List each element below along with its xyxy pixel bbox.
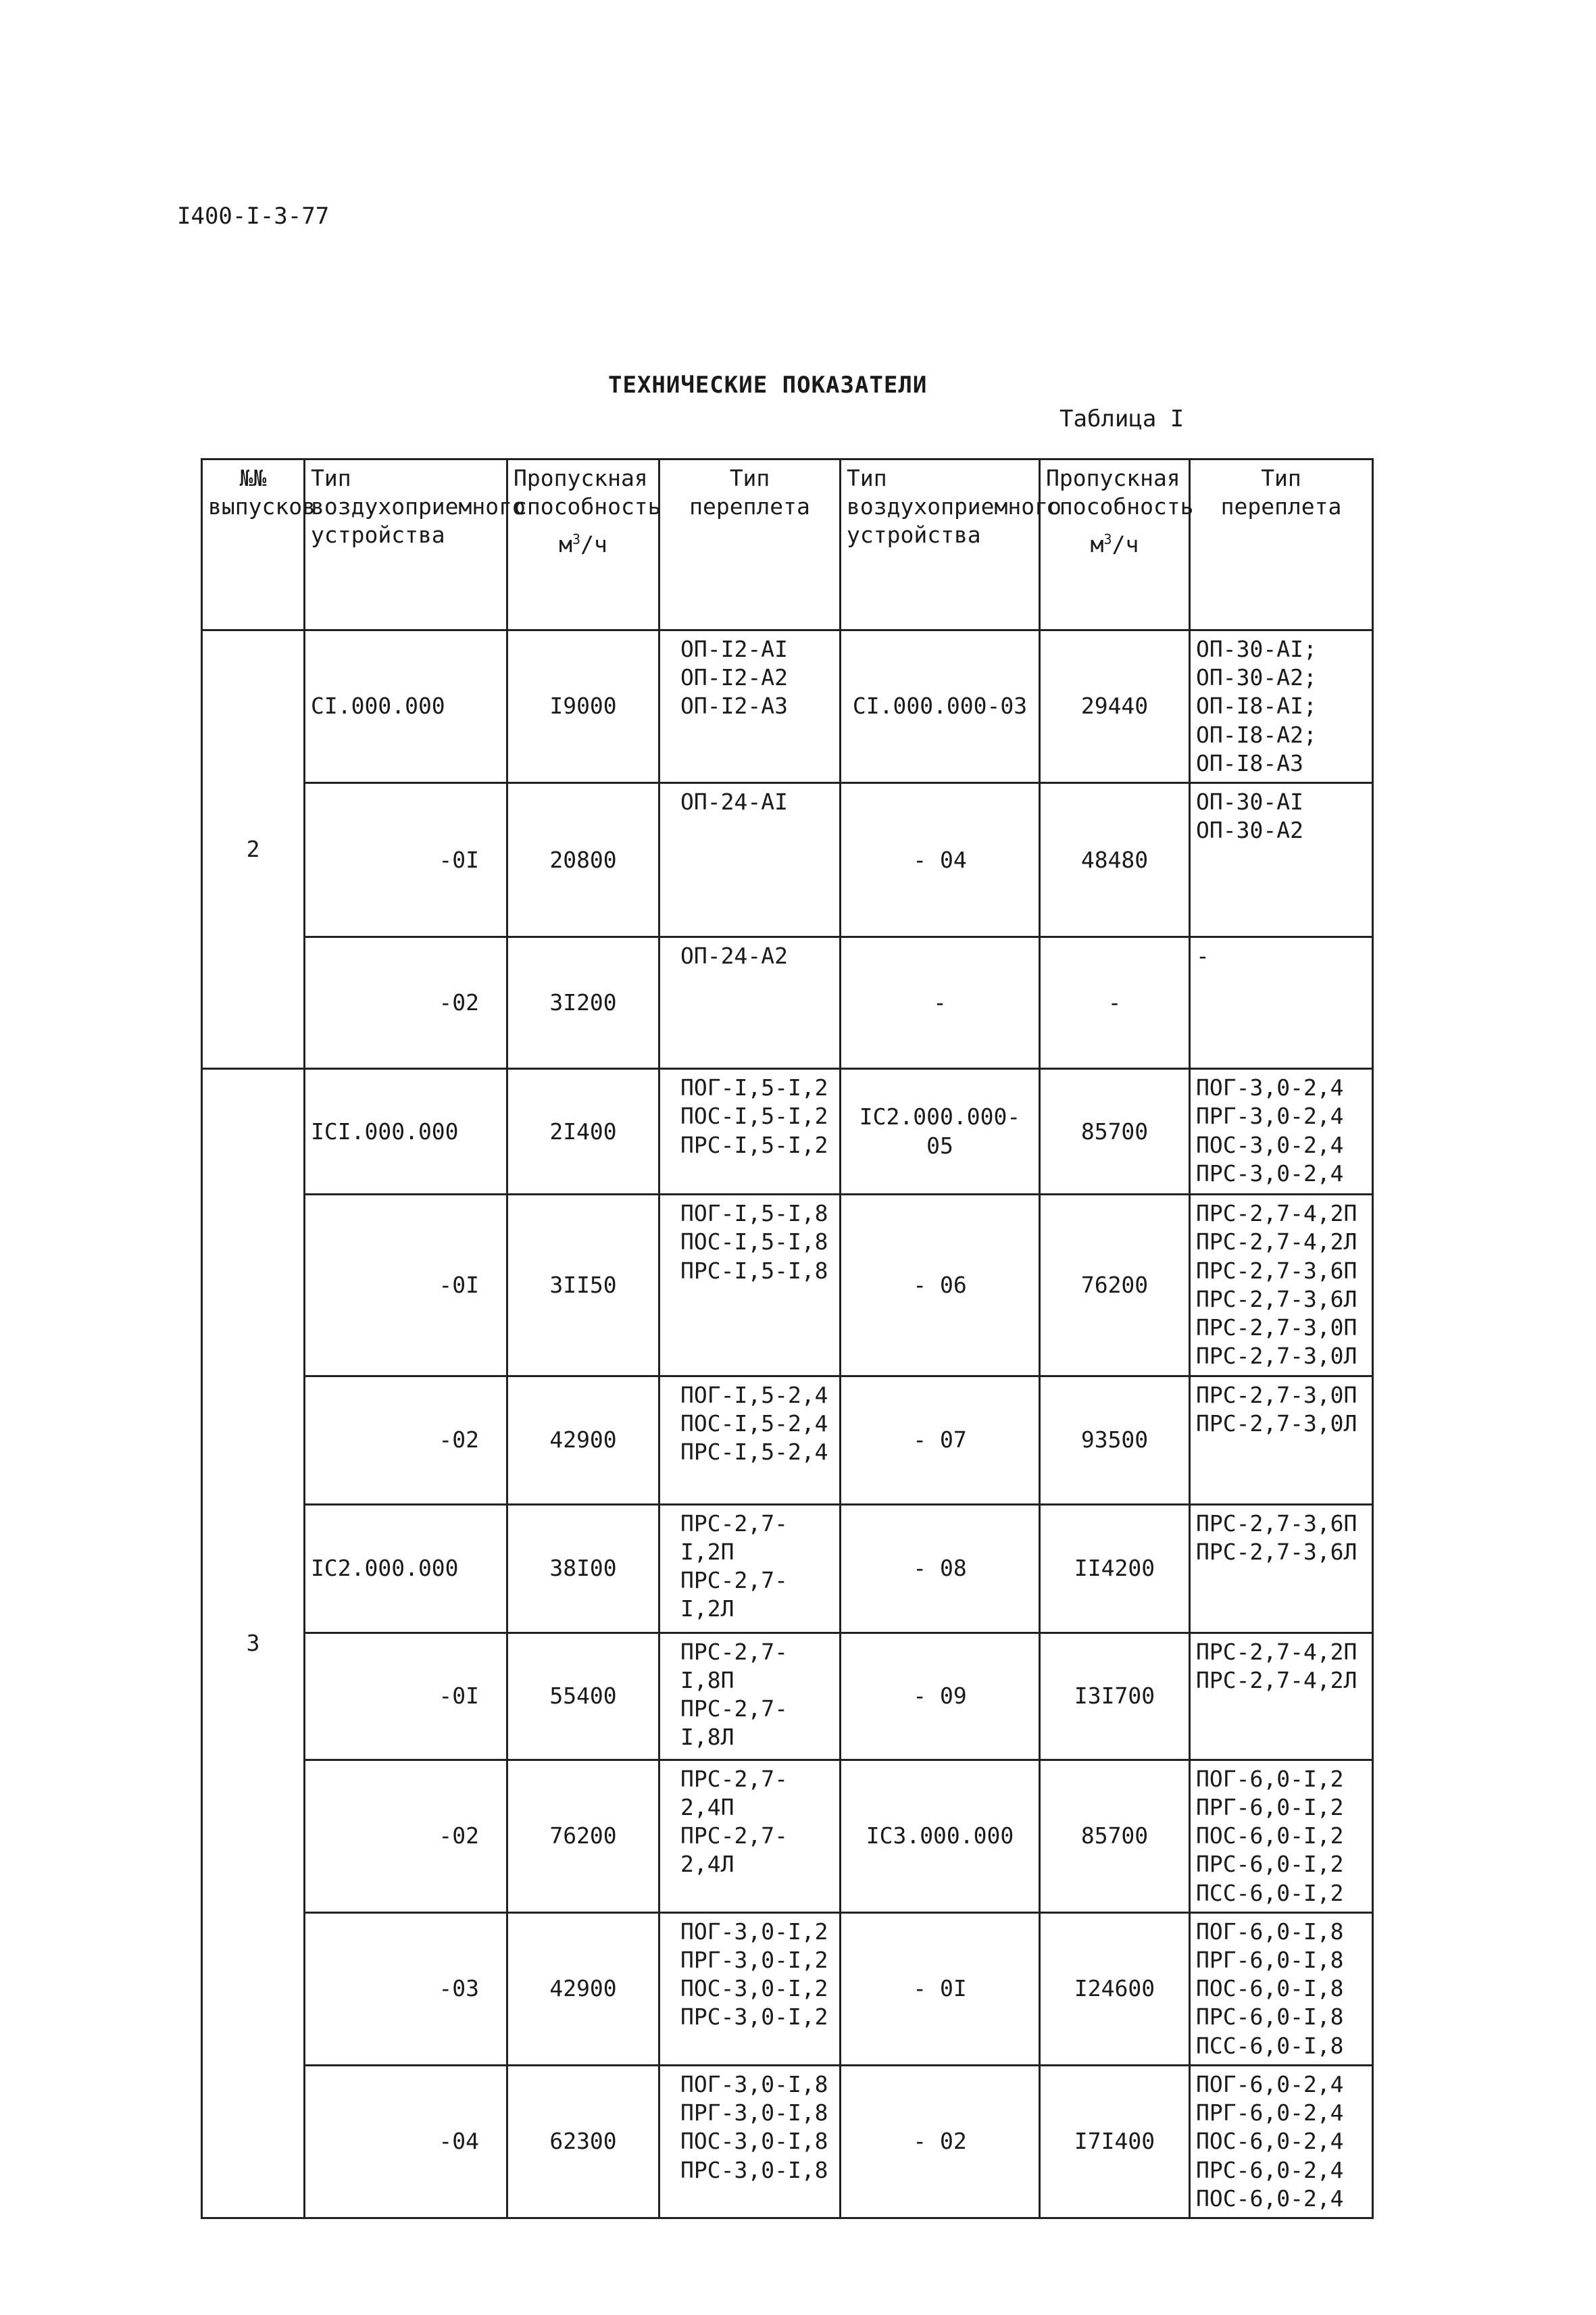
binding-type-2: [1190, 2065, 1373, 2218]
header-device-type-1: Тип воздухоприемного устройства: [305, 459, 507, 630]
binding-type-line: ПРГ-6,0-I,8: [1196, 1946, 1344, 1973]
binding-type-line: ПРС-2,7-3,0Л: [1196, 1343, 1357, 1370]
device-type-1: CI.000.000: [305, 630, 507, 783]
capacity-2: I3I700: [1040, 1633, 1190, 1760]
binding-type-line: ПСС-6,0-I,8: [1196, 2032, 1344, 2059]
binding-type-line: ПРС-2,7-3,0Л: [1196, 1410, 1357, 1437]
header-release-number: №№ выпусков: [202, 459, 305, 630]
table-row: [202, 1760, 1373, 1912]
capacity-2: 93500: [1040, 1376, 1190, 1504]
binding-type-line: ОП-30-AI: [1196, 789, 1303, 816]
binding-type-line: ПОГ-3,0-I,2: [680, 1918, 828, 1945]
binding-type-line: ПРС-2,7-3,6Л: [1196, 1538, 1357, 1565]
device-type-1: IСI.000.000: [305, 1069, 507, 1195]
table-row: [202, 1376, 1373, 1504]
device-type-2: - 08: [841, 1504, 1040, 1633]
capacity-2: II4200: [1040, 1504, 1190, 1633]
capacity-2: 48480: [1040, 783, 1190, 937]
table-row: [202, 1912, 1373, 2065]
binding-type-1: [659, 630, 841, 783]
header-binding-type-1: Тип переплета: [659, 459, 841, 630]
header-binding-type-2: Тип переплета: [1190, 459, 1373, 630]
binding-type-2: [1190, 1633, 1373, 1760]
capacity-1: 3I200: [507, 937, 659, 1069]
capacity-1: 20800: [507, 783, 659, 937]
device-type-1: -02: [305, 1760, 507, 1912]
binding-type-line: ПРС-2,7-4,2П: [1196, 1200, 1357, 1227]
binding-type-2: [1190, 1069, 1373, 1195]
device-type-2: - 09: [841, 1633, 1040, 1760]
binding-type-line: ОП-24-A2: [680, 943, 788, 970]
binding-type-line: ПРС-I,5-I,8: [680, 1257, 828, 1284]
binding-type-line: ПОС-3,0-I,2: [680, 1975, 828, 2002]
table-body: [202, 630, 1373, 2218]
binding-type-line: ПОС-I,5-I,8: [680, 1228, 828, 1255]
binding-type-line: ПРС-6,0-I,2: [1196, 1851, 1344, 1878]
binding-type-line: ПОС-3,0-2,4: [1196, 1131, 1344, 1158]
device-type-1: -0I: [305, 1633, 507, 1760]
binding-type-line: ПРГ-6,0-I,2: [1196, 1793, 1344, 1820]
binding-type-line: ПРГ-3,0-2,4: [1196, 1103, 1344, 1130]
binding-type-line: ОП-I8-A2;: [1196, 721, 1317, 748]
binding-type-1: [659, 1633, 841, 1760]
binding-type-line: ПОС-6,0-I,8: [1196, 1975, 1344, 2002]
capacity-2: 85700: [1040, 1760, 1190, 1912]
binding-type-2: [1190, 1912, 1373, 2065]
binding-type-line: ОП-24-AI: [680, 789, 788, 816]
binding-type-line: ПРС-2,7-3,6П: [1196, 1510, 1357, 1537]
device-type-1: -04: [305, 2065, 507, 2218]
binding-type-line: ПОГ-6,0-I,2: [1196, 1765, 1344, 1792]
table-row: [202, 2065, 1373, 2218]
binding-type-line: ПРС-2,7-4,2Л: [1196, 1666, 1357, 1693]
table-row: [202, 937, 1373, 1069]
binding-type-line: ОП-I2-AI: [680, 636, 788, 662]
header-unit-2: $м^3/ч$: [1090, 531, 1139, 558]
binding-type-line: ОП-I8-A3: [1196, 749, 1303, 776]
capacity-1: 2I400: [507, 1069, 659, 1195]
binding-type-line: ПРС-2,7-4,2П: [1196, 1638, 1357, 1665]
device-type-1: IС2.000.000: [305, 1504, 507, 1633]
binding-type-line: ПРГ-3,0-I,8: [680, 2099, 828, 2126]
binding-type-line: ПРС-2,7-I,2П: [680, 1510, 788, 1565]
binding-type-2: [1190, 783, 1373, 937]
binding-type-line: ПОС-I,5-I,2: [680, 1103, 828, 1130]
capacity-2: -: [1040, 937, 1190, 1069]
binding-type-2: [1190, 1195, 1373, 1376]
release-number-3: 3: [202, 1069, 305, 2218]
binding-type-line: ОП-I8-AI;: [1196, 693, 1317, 720]
binding-type-line: ПРС-3,0-2,4: [1196, 1160, 1344, 1187]
device-type-1: -03: [305, 1912, 507, 2065]
binding-type-1: [659, 1504, 841, 1633]
binding-type-line: ПРС-2,7-3,0П: [1196, 1381, 1357, 1408]
binding-type-1: [659, 1912, 841, 2065]
binding-type-line: ПРС-2,7-3,6Л: [1196, 1285, 1357, 1312]
binding-type-line: ПРС-2,7-4,2Л: [1196, 1228, 1357, 1255]
device-type-1: -02: [305, 937, 507, 1069]
table-header-row: [202, 459, 1373, 630]
binding-type-line: -: [1196, 943, 1210, 970]
capacity-1: 42900: [507, 1912, 659, 2065]
capacity-1: 3II50: [507, 1195, 659, 1376]
device-type-2: - 06: [841, 1195, 1040, 1376]
capacity-2: I7I400: [1040, 2065, 1190, 2218]
binding-type-1: [659, 783, 841, 937]
binding-type-line: ОП-30-A2;: [1196, 664, 1317, 691]
binding-type-line: ПОГ-6,0-2,4: [1196, 2070, 1344, 2097]
binding-type-line: ПРС-3,0-I,8: [680, 2156, 828, 2183]
binding-type-line: ПРГ-6,0-2,4: [1196, 2099, 1344, 2126]
table-row: [202, 630, 1373, 783]
table-row: [202, 1195, 1373, 1376]
capacity-2: 76200: [1040, 1195, 1190, 1376]
binding-type-line: ПРС-2,7-3,6П: [1196, 1257, 1357, 1284]
binding-type-line: ОП-I2-A2: [680, 664, 788, 691]
device-type-2: - 04: [841, 783, 1040, 937]
table-caption: Таблица I: [1059, 405, 1184, 432]
binding-type-line: ПОГ-I,5-2,4: [680, 1381, 828, 1408]
binding-type-line: ПОС-3,0-I,8: [680, 2128, 828, 2155]
binding-type-1: [659, 1376, 841, 1504]
device-type-2: - 02: [841, 2065, 1040, 2218]
header-capacity-2: Пропускная способность $м^3/ч$: [1040, 459, 1190, 630]
device-type-2: IС2.000.000-05: [841, 1069, 1040, 1195]
binding-type-line: ПРС-2,7-I,2Л: [680, 1567, 788, 1622]
binding-type-line: ПОГ-I,5-I,8: [680, 1200, 828, 1227]
table-row: [202, 1633, 1373, 1760]
binding-type-line: ОП-30-AI;: [1196, 636, 1317, 662]
binding-type-line: ПРС-I,5-2,4: [680, 1439, 828, 1466]
page-title: ТЕХНИЧЕСКИЕ ПОКАЗАТЕЛИ: [608, 372, 928, 399]
device-type-1: -0I: [305, 783, 507, 937]
header-device-type-2: Тип воздухоприемного устройства: [841, 459, 1040, 630]
capacity-1: I9000: [507, 630, 659, 783]
release-number-2: 2: [202, 630, 305, 1069]
header-unit-1: $м^3/ч$: [559, 531, 607, 558]
binding-type-line: ПОГ-3,0-2,4: [1196, 1074, 1344, 1101]
device-type-2: - 07: [841, 1376, 1040, 1504]
capacity-1: 42900: [507, 1376, 659, 1504]
capacity-1: 55400: [507, 1633, 659, 1760]
capacity-2: 85700: [1040, 1069, 1190, 1195]
header-capacity-1: Пропускная способность $м^3/ч$: [507, 459, 659, 630]
table-row: [202, 783, 1373, 937]
binding-type-2: [1190, 937, 1373, 1069]
binding-type-line: ПРС-2,7-2,4Л: [680, 1822, 788, 1878]
binding-type-line: ПРС-2,7-I,8Л: [680, 1695, 788, 1751]
binding-type-line: ПРС-2,7-2,4П: [680, 1765, 788, 1820]
capacity-1: 38I00: [507, 1504, 659, 1633]
binding-type-line: ПСС-6,0-I,2: [1196, 1879, 1344, 1906]
binding-type-1: [659, 1195, 841, 1376]
binding-type-line: ПОГ-3,0-I,8: [680, 2070, 828, 2097]
binding-type-2: [1190, 1376, 1373, 1504]
binding-type-line: ОП-30-A2: [1196, 817, 1303, 844]
binding-type-line: ПРС-3,0-I,2: [680, 2003, 828, 2031]
binding-type-1: [659, 1069, 841, 1195]
binding-type-line: ПРС-I,5-I,2: [680, 1131, 828, 1158]
binding-type-line: ОП-I2-A3: [680, 693, 788, 720]
binding-type-line: ПОС-6,0-2,4: [1196, 2128, 1344, 2155]
device-type-2: IС3.000.000: [841, 1760, 1040, 1912]
binding-type-2: [1190, 1760, 1373, 1912]
device-type-2: - 0I: [841, 1912, 1040, 2065]
device-type-2: CI.000.000-03: [841, 630, 1040, 783]
binding-type-line: ПРС-6,0-2,4: [1196, 2156, 1344, 2183]
binding-type-line: ПРГ-3,0-I,2: [680, 1946, 828, 1973]
device-type-1: -0I: [305, 1195, 507, 1376]
binding-type-line: ПРС-6,0-I,8: [1196, 2003, 1344, 2031]
technical-indicators-table: [201, 458, 1374, 2219]
capacity-2: 29440: [1040, 630, 1190, 783]
capacity-2: I24600: [1040, 1912, 1190, 2065]
binding-type-2: [1190, 630, 1373, 783]
device-type-2: -: [841, 937, 1040, 1069]
table-row: [202, 1504, 1373, 1633]
capacity-1: 76200: [507, 1760, 659, 1912]
table-row: [202, 1069, 1373, 1195]
binding-type-line: ПОГ-6,0-I,8: [1196, 1918, 1344, 1945]
binding-type-1: [659, 1760, 841, 1912]
binding-type-line: ПОС-6,0-I,2: [1196, 1822, 1344, 1849]
binding-type-line: ПОС-6,0-2,4: [1196, 2185, 1344, 2212]
capacity-1: 62300: [507, 2065, 659, 2218]
document-code: I400-I-3-77: [177, 203, 330, 230]
binding-type-line: ПОС-I,5-2,4: [680, 1410, 828, 1437]
binding-type-line: ПОГ-I,5-I,2: [680, 1074, 828, 1101]
binding-type-1: [659, 2065, 841, 2218]
device-type-1: -02: [305, 1376, 507, 1504]
binding-type-line: ПРС-2,7-I,8П: [680, 1638, 788, 1693]
binding-type-1: [659, 937, 841, 1069]
binding-type-2: [1190, 1504, 1373, 1633]
binding-type-line: ПРС-2,7-3,0П: [1196, 1314, 1357, 1341]
